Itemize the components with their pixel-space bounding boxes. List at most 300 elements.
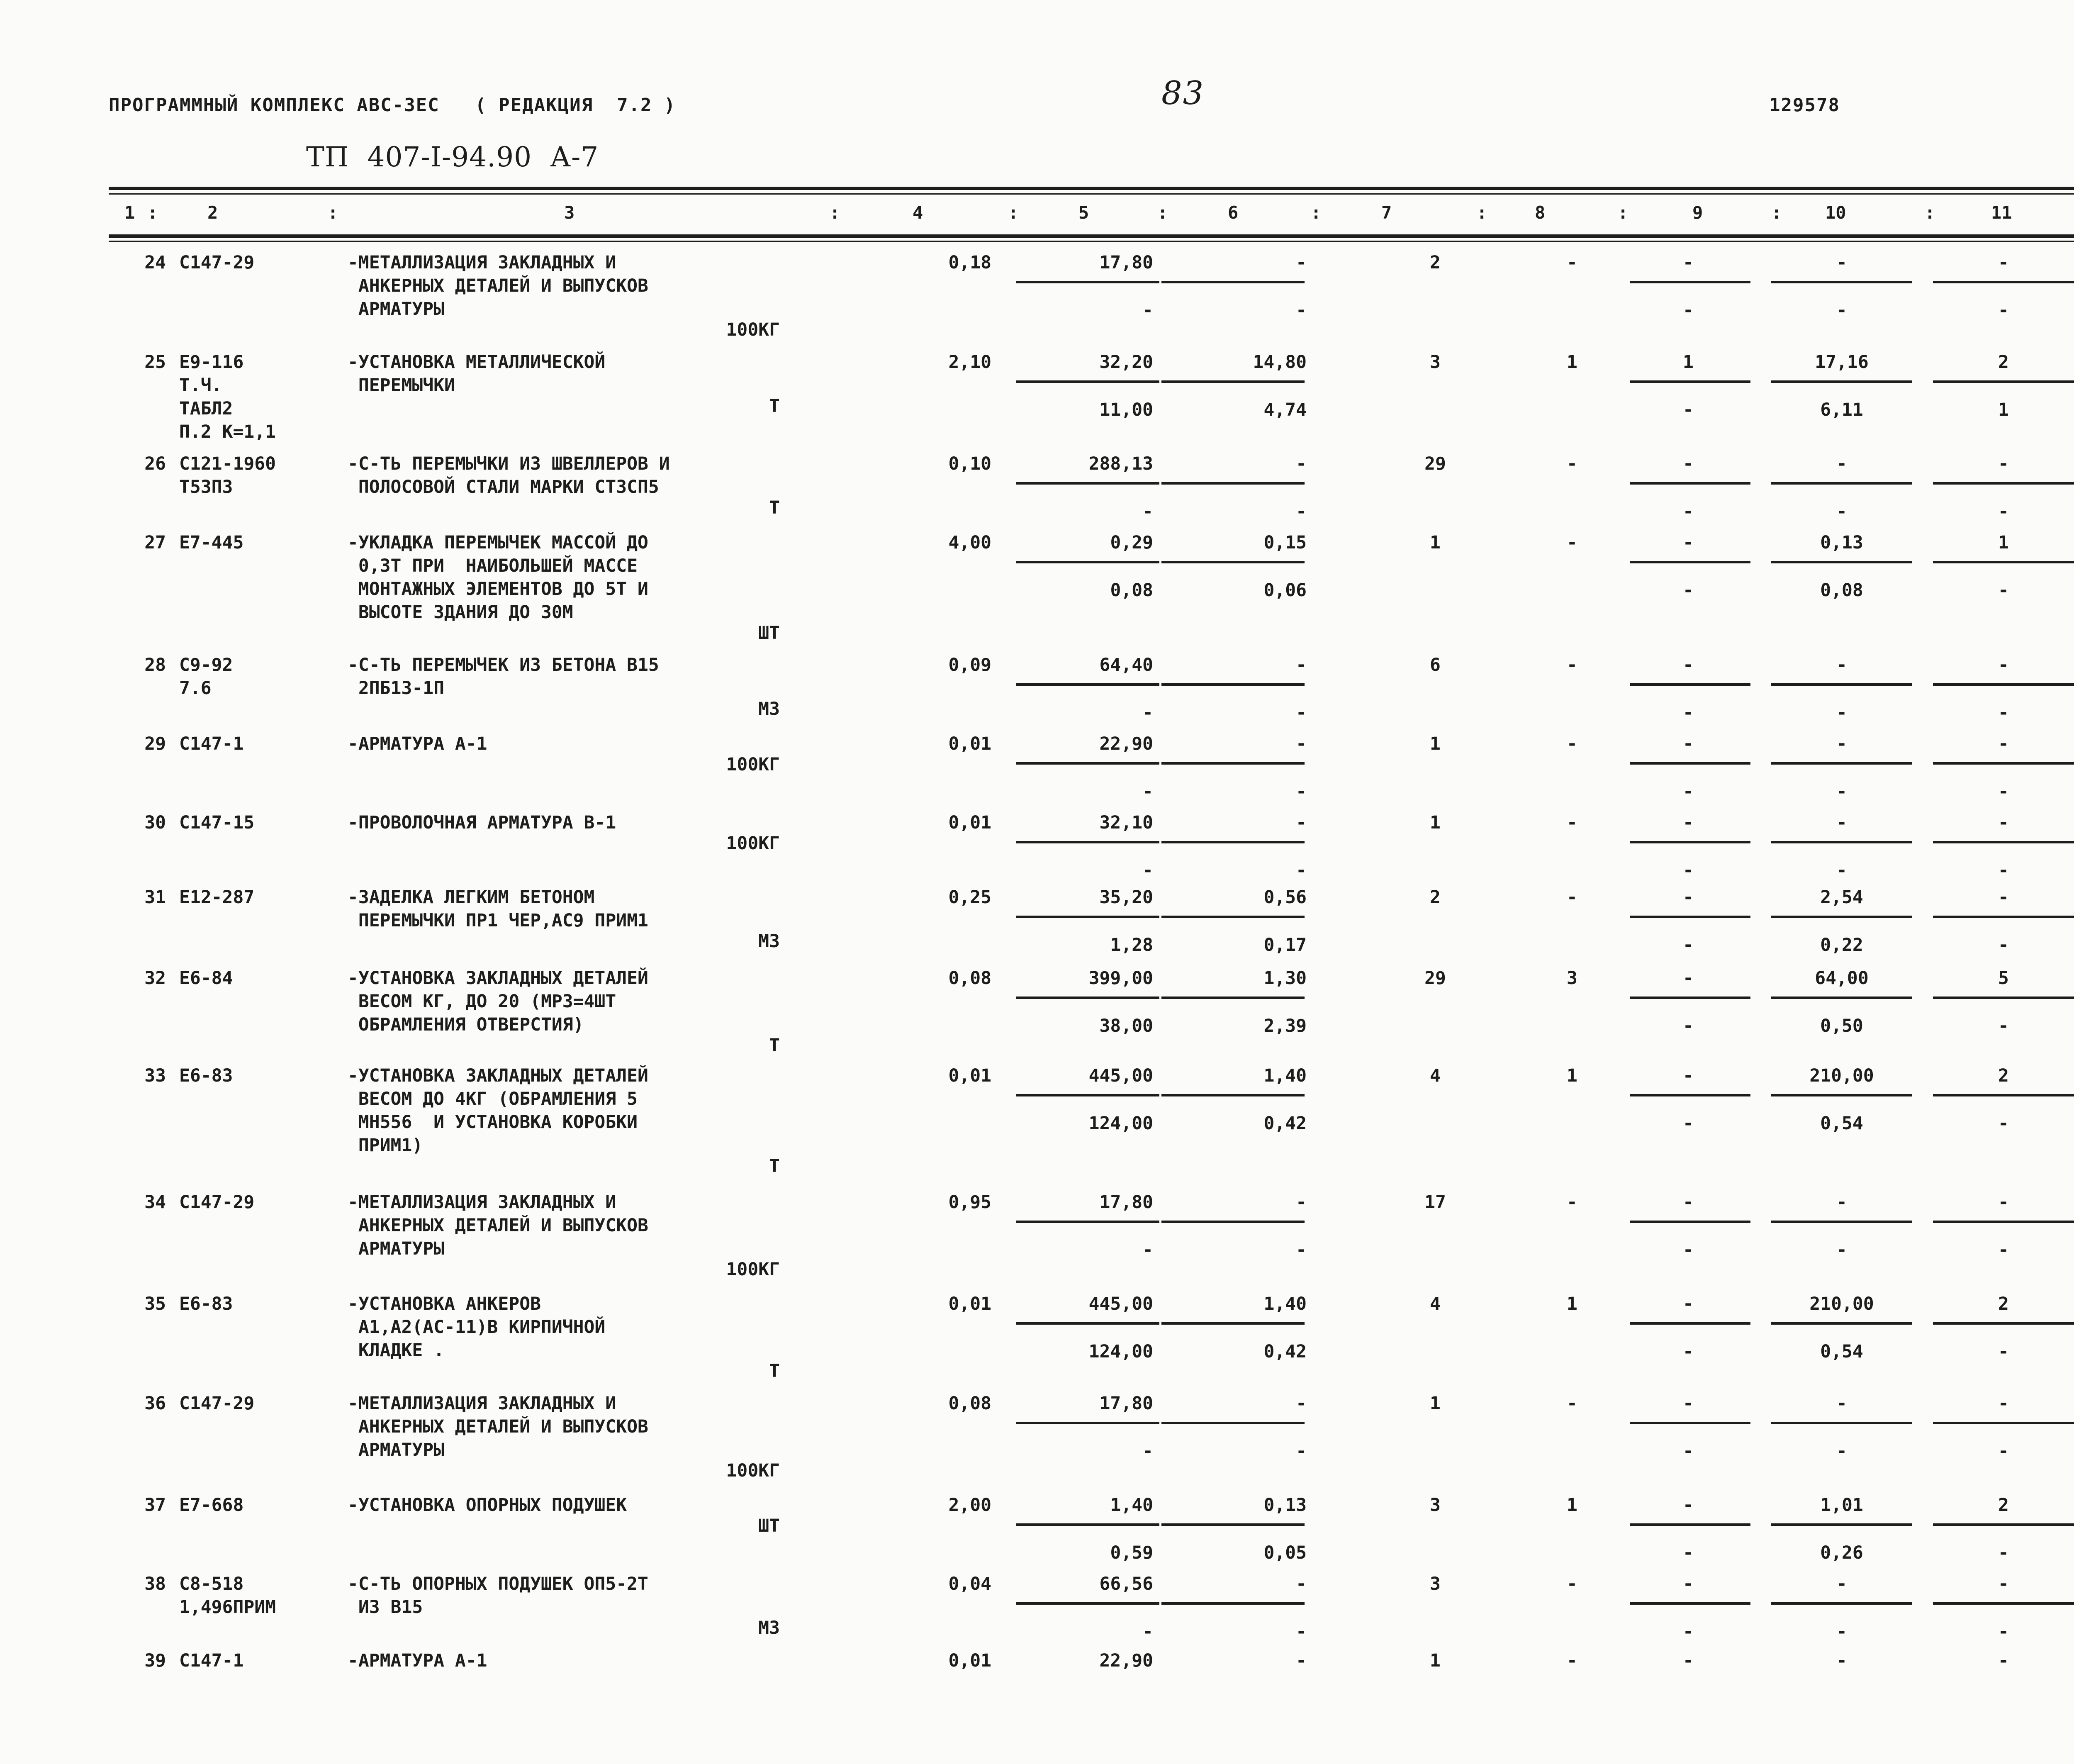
fraction-line	[1630, 281, 1750, 283]
cost-col5: 445,00	[1088, 1065, 1153, 1086]
fraction-line	[1630, 1094, 1750, 1096]
value-col11-lower: -	[1998, 1341, 2009, 1362]
cost-col5: 66,56	[1099, 1574, 1153, 1594]
value-col9-lower: -	[1683, 1441, 1694, 1462]
value-col10: -	[1836, 733, 1847, 754]
value-col10-lower: 0,50	[1820, 1016, 1863, 1036]
value-col10: 1,01	[1820, 1495, 1863, 1515]
value-col11: -	[1998, 733, 2009, 754]
unit-label: 100КГ	[726, 754, 780, 775]
fraction-line	[1161, 916, 1305, 918]
value-col8: -	[1567, 887, 1577, 908]
cost-col5: 32,10	[1099, 812, 1153, 833]
cost-col6: -	[1296, 1192, 1307, 1213]
rate-code: С147-1	[179, 1650, 244, 1671]
document-subtitle: ТП 407-І-94.90 А-7	[306, 141, 599, 173]
cost-col5-lower: 11,00	[1099, 400, 1153, 420]
fraction-line	[1771, 1322, 1912, 1325]
value-col9-lower: -	[1683, 781, 1694, 802]
column-header-6: 6	[1228, 202, 1239, 223]
fraction-line	[1630, 482, 1750, 485]
fraction-line	[1933, 1221, 2074, 1223]
fraction-line	[1161, 1094, 1305, 1096]
value-col11: 1	[1998, 532, 2009, 553]
cost-col6: -	[1296, 655, 1307, 675]
cost-col6-lower: 2,39	[1263, 1016, 1307, 1036]
row-number: 36	[144, 1393, 166, 1414]
cost-col5-lower: 124,00	[1088, 1341, 1153, 1362]
cost-col5: 64,40	[1099, 655, 1153, 675]
value-col11: -	[1998, 812, 2009, 833]
work-description: -МЕТАЛЛИЗАЦИЯ ЗАКЛАДНЫХ И АНКЕРНЫХ ДЕТАЛЕЙ И ВЫПУСКОВ АРМАТУРЫ	[348, 252, 648, 319]
work-description: -АРМАТУРА А-1	[348, 1650, 487, 1671]
unit-label: 100КГ	[726, 1460, 780, 1481]
fraction-line	[1161, 1602, 1305, 1605]
cost-col6: 0,56	[1263, 887, 1307, 908]
row-number: 34	[144, 1192, 166, 1213]
fraction-line	[1016, 281, 1159, 283]
work-description: -УСТАНОВКА МЕТАЛЛИЧЕСКОЙ ПЕРЕМЫЧКИ	[348, 352, 606, 396]
value-col7: 3	[1430, 1495, 1441, 1515]
rate-code: Е6-83	[179, 1294, 233, 1314]
value-col11-lower: -	[1998, 1621, 2009, 1642]
fraction-line	[1161, 482, 1305, 485]
value-col10: -	[1836, 1192, 1847, 1213]
column-separator: :	[1618, 202, 1629, 223]
cost-col6: 0,13	[1263, 1495, 1307, 1515]
quantity: 2,10	[948, 352, 991, 373]
fraction-line	[1016, 1094, 1159, 1096]
fraction-line	[1161, 1523, 1305, 1526]
value-col10: 2,54	[1820, 887, 1863, 908]
value-col11-lower: -	[1998, 1240, 2009, 1260]
fraction-line	[1630, 1523, 1750, 1526]
fraction-line	[1016, 1523, 1159, 1526]
value-col10: -	[1836, 1650, 1847, 1671]
value-col8: 3	[1567, 968, 1577, 989]
fraction-line	[1161, 281, 1305, 283]
column-header-10: 10	[1825, 202, 1846, 223]
fraction-line	[1016, 997, 1159, 999]
unit-label: М3	[758, 1618, 780, 1638]
quantity: 4,00	[948, 532, 991, 553]
top-rule	[109, 187, 2074, 190]
cost-col6: 1,40	[1263, 1294, 1307, 1314]
quantity: 0,08	[948, 1393, 991, 1414]
value-col10: -	[1836, 655, 1847, 675]
row-number: 24	[144, 252, 166, 273]
value-col11: -	[1998, 453, 2009, 474]
row-number: 27	[144, 532, 166, 553]
cost-col6: -	[1296, 1650, 1307, 1671]
cost-col5-lower: 124,00	[1088, 1113, 1153, 1134]
value-col9-lower: -	[1683, 1113, 1694, 1134]
row-number: 26	[144, 453, 166, 474]
unit-label: 100КГ	[726, 319, 780, 340]
unit-label: 100КГ	[726, 1259, 780, 1280]
cost-col6: -	[1296, 812, 1307, 833]
fraction-line	[1771, 281, 1912, 283]
fraction-line	[1016, 1221, 1159, 1223]
work-description: -МЕТАЛЛИЗАЦИЯ ЗАКЛАДНЫХ И АНКЕРНЫХ ДЕТАЛЕЙ И ВЫПУСКОВ АРМАТУРЫ	[348, 1192, 648, 1259]
value-col10-lower: -	[1836, 781, 1847, 802]
value-col11: 2	[1998, 1495, 2009, 1515]
value-col11-lower: 1	[1998, 400, 2009, 420]
fraction-line	[1933, 1422, 2074, 1424]
value-col9-lower: -	[1683, 935, 1694, 955]
fraction-line	[1933, 762, 2074, 765]
fraction-line	[1771, 683, 1912, 686]
rate-code: С147-1	[179, 733, 244, 754]
cost-col6-lower: -	[1296, 1441, 1307, 1462]
unit-label: Т	[769, 1361, 780, 1381]
value-col11-lower: -	[1998, 860, 2009, 881]
header-rule	[109, 234, 2074, 238]
rate-code: С147-29	[179, 1393, 255, 1414]
fraction-line	[1771, 1094, 1912, 1096]
value-col8: -	[1567, 812, 1577, 833]
value-col9: -	[1683, 1495, 1694, 1515]
value-col10: 64,00	[1815, 968, 1869, 989]
value-col10-lower: -	[1836, 860, 1847, 881]
work-description: -УСТАНОВКА АНКЕРОВ А1,А2(АС-11)В КИРПИЧНОЙ КЛАДКЕ .	[348, 1294, 606, 1361]
fraction-line	[1161, 1422, 1305, 1424]
cost-col6-lower: -	[1296, 1240, 1307, 1260]
column-header-4: 4	[913, 202, 923, 223]
value-col10: 17,16	[1815, 352, 1869, 373]
value-col9-lower: -	[1683, 580, 1694, 601]
value-col7: 17	[1424, 1192, 1446, 1213]
value-col7: 1	[1430, 812, 1441, 833]
cost-col6-lower: 0,06	[1263, 580, 1307, 601]
fraction-line	[1630, 1422, 1750, 1424]
fraction-line	[1161, 380, 1305, 383]
rate-code: С147-29	[179, 1192, 255, 1213]
value-col11: -	[1998, 1192, 2009, 1213]
value-col11: 2	[1998, 1294, 2009, 1314]
cost-col5: 35,20	[1099, 887, 1153, 908]
cost-col5: 32,20	[1099, 352, 1153, 373]
fraction-line	[1771, 482, 1912, 485]
cost-col6-lower: 0,42	[1263, 1113, 1307, 1134]
row-number: 31	[144, 887, 166, 908]
quantity: 0,09	[948, 655, 991, 675]
fraction-line	[1630, 1322, 1750, 1325]
value-col10: -	[1836, 1574, 1847, 1594]
column-separator: :	[1771, 202, 1782, 223]
fraction-line	[1161, 1221, 1305, 1223]
value-col9: -	[1683, 1650, 1694, 1671]
rate-code: Е12-287	[179, 887, 255, 908]
work-description: -С-ТЬ ПЕРЕМЫЧКИ ИЗ ШВЕЛЛЕРОВ И ПОЛОСОВОЙ СТАЛИ МАРКИ СТ3СП5	[348, 453, 670, 497]
value-col7: 1	[1430, 1650, 1441, 1671]
quantity: 0,10	[948, 453, 991, 474]
cost-col6: 14,80	[1253, 352, 1307, 373]
fraction-line	[1933, 1094, 2074, 1096]
rate-code: Е9-116 Т.Ч. ТАБЛ2 П.2 К=1,1	[179, 352, 276, 442]
fraction-line	[1630, 561, 1750, 563]
value-col8: -	[1567, 1574, 1577, 1594]
cost-col5: 288,13	[1088, 453, 1153, 474]
column-header-11: 11	[1991, 202, 2012, 223]
quantity: 0,18	[948, 252, 991, 273]
rate-code: Е7-668	[179, 1495, 244, 1515]
value-col9: -	[1683, 453, 1694, 474]
fraction-line	[1771, 762, 1912, 765]
cost-col5-lower: -	[1142, 1240, 1153, 1260]
fraction-line	[1933, 683, 2074, 686]
value-col8: 1	[1567, 1294, 1577, 1314]
cost-col5: 22,90	[1099, 1650, 1153, 1671]
value-col7: 3	[1430, 1574, 1441, 1594]
cost-col5-lower: -	[1142, 860, 1153, 881]
rate-code: С9-92 7.6	[179, 655, 233, 699]
column-separator: :	[147, 202, 158, 223]
value-col9-lower: -	[1683, 702, 1694, 723]
rate-code: С147-29	[179, 252, 255, 273]
cost-col6-lower: -	[1296, 501, 1307, 522]
value-col7: 2	[1430, 252, 1441, 273]
fraction-line	[1933, 281, 2074, 283]
value-col7: 29	[1424, 453, 1446, 474]
quantity: 0,01	[948, 1065, 991, 1086]
row-number: 37	[144, 1495, 166, 1515]
row-number: 30	[144, 812, 166, 833]
cost-col5: 399,00	[1088, 968, 1153, 989]
work-description: -УСТАНОВКА ОПОРНЫХ ПОДУШЕК	[348, 1495, 627, 1515]
work-description: -УСТАНОВКА ЗАКЛАДНЫХ ДЕТАЛЕЙ ВЕСОМ КГ, ДО 20 (МР3=4ШТ ОБРАМЛЕНИЯ ОТВЕРСТИЯ)	[348, 968, 648, 1035]
fraction-line	[1016, 762, 1159, 765]
fraction-line	[1771, 916, 1912, 918]
value-col8: -	[1567, 252, 1577, 273]
value-col11-lower: -	[1998, 1016, 2009, 1036]
fraction-line	[1630, 683, 1750, 686]
fraction-line	[1161, 841, 1305, 843]
work-description: -С-ТЬ ПЕРЕМЫЧЕК ИЗ БЕТОНА В15 2ПБ13-1П	[348, 655, 659, 699]
value-col7: 1	[1430, 1393, 1441, 1414]
value-col11: 2	[1998, 352, 2009, 373]
fraction-line	[1771, 561, 1912, 563]
fraction-line	[1161, 997, 1305, 999]
fraction-line	[1771, 1221, 1912, 1223]
value-col10-lower: -	[1836, 1441, 1847, 1462]
value-col11: -	[1998, 887, 2009, 908]
cost-col5-lower: 1,28	[1110, 935, 1153, 955]
value-col11-lower: -	[1998, 702, 2009, 723]
value-col7: 4	[1430, 1294, 1441, 1314]
row-number: 39	[144, 1650, 166, 1671]
cost-col5: 22,90	[1099, 733, 1153, 754]
value-col11-lower: -	[1998, 580, 2009, 601]
value-col7: 3	[1430, 352, 1441, 373]
work-description: -АРМАТУРА А-1	[348, 733, 487, 754]
rate-code: С121-1960 Т53П3	[179, 453, 276, 497]
cost-col5-lower: -	[1142, 1621, 1153, 1642]
unit-label: М3	[758, 931, 780, 952]
value-col10: -	[1836, 812, 1847, 833]
quantity: 0,01	[948, 812, 991, 833]
fraction-line	[1933, 482, 2074, 485]
fraction-line	[1016, 482, 1159, 485]
rate-code: С8-518 1,496ПРИМ	[179, 1574, 276, 1618]
value-col8: 1	[1567, 1065, 1577, 1086]
value-col10-lower: -	[1836, 702, 1847, 723]
value-col10-lower: 0,54	[1820, 1113, 1863, 1134]
rate-code: Е6-84	[179, 968, 233, 989]
column-header-8: 8	[1535, 202, 1546, 223]
document-number: 129578	[1769, 95, 1840, 116]
value-col7: 29	[1424, 968, 1446, 989]
cost-col5: 1,40	[1110, 1495, 1153, 1515]
fraction-line	[1016, 916, 1159, 918]
value-col9-lower: -	[1683, 1341, 1694, 1362]
column-header-2: 2	[207, 202, 218, 223]
cost-col6-lower: 0,05	[1263, 1542, 1307, 1563]
column-header-3: 3	[564, 202, 575, 223]
fraction-line	[1771, 1523, 1912, 1526]
unit-label: Т	[769, 1156, 780, 1177]
value-col7: 1	[1430, 733, 1441, 754]
value-col8: -	[1567, 532, 1577, 553]
fraction-line	[1771, 380, 1912, 383]
value-col11: -	[1998, 655, 2009, 675]
row-number: 25	[144, 352, 166, 373]
value-col9: -	[1683, 252, 1694, 273]
cost-col6-lower: -	[1296, 781, 1307, 802]
value-col7: 1	[1430, 532, 1441, 553]
value-col9-lower: -	[1683, 300, 1694, 321]
cost-col6: -	[1296, 1574, 1307, 1594]
page-number: 83	[1161, 75, 1205, 112]
value-col9: -	[1683, 1294, 1694, 1314]
value-col11-lower: -	[1998, 1441, 2009, 1462]
cost-col6-lower: 0,42	[1263, 1341, 1307, 1362]
cost-col6-lower: -	[1296, 860, 1307, 881]
fraction-line	[1771, 1422, 1912, 1424]
fraction-line	[1016, 841, 1159, 843]
work-description: -УСТАНОВКА ЗАКЛАДНЫХ ДЕТАЛЕЙ ВЕСОМ ДО 4КГ (ОБРАМЛЕНИЯ 5 МН556 И УСТАНОВКА КОРОБКИ ПРИМ1)	[348, 1065, 648, 1156]
cost-col5-lower: 0,08	[1110, 580, 1153, 601]
value-col10: -	[1836, 1393, 1847, 1414]
unit-label: Т	[769, 396, 780, 417]
cost-col6: 1,30	[1263, 968, 1307, 989]
fraction-line	[1771, 997, 1912, 999]
fraction-line	[1933, 561, 2074, 563]
fraction-line	[1630, 1221, 1750, 1223]
value-col11: 2	[1998, 1065, 2009, 1086]
unit-label: Т	[769, 497, 780, 518]
fraction-line	[1016, 1322, 1159, 1325]
value-col7: 4	[1430, 1065, 1441, 1086]
fraction-line	[1771, 841, 1912, 843]
fraction-line	[1161, 762, 1305, 765]
program-header: ПРОГРАММНЫЙ КОМПЛЕКС АВС-3ЕС ( РЕДАКЦИЯ 7.2 )	[109, 95, 676, 116]
cost-col6: -	[1296, 252, 1307, 273]
fraction-line	[1630, 762, 1750, 765]
fraction-line	[1933, 1602, 2074, 1605]
value-col9: -	[1683, 968, 1694, 989]
work-description: -ПРОВОЛОЧНАЯ АРМАТУРА В-1	[348, 812, 616, 833]
value-col11-lower: -	[1998, 300, 2009, 321]
value-col11: -	[1998, 1574, 2009, 1594]
quantity: 0,95	[948, 1192, 991, 1213]
value-col8: -	[1567, 733, 1577, 754]
column-separator: :	[830, 202, 840, 223]
header-rule-thin	[109, 241, 2074, 242]
value-col9: -	[1683, 532, 1694, 553]
rate-code: С147-15	[179, 812, 255, 833]
row-number: 33	[144, 1065, 166, 1086]
value-col10: 210,00	[1809, 1065, 1874, 1086]
unit-label: ШТ	[758, 623, 780, 643]
value-col11: -	[1998, 1650, 2009, 1671]
unit-label: ШТ	[758, 1515, 780, 1536]
cost-col6-lower: -	[1296, 300, 1307, 321]
column-separator: :	[1477, 202, 1487, 223]
value-col11-lower: -	[1998, 501, 2009, 522]
cost-col5-lower: -	[1142, 300, 1153, 321]
column-separator: :	[1157, 202, 1168, 223]
value-col9-lower: -	[1683, 400, 1694, 420]
value-col8: -	[1567, 1393, 1577, 1414]
fraction-line	[1630, 380, 1750, 383]
cost-col5-lower: -	[1142, 1441, 1153, 1462]
row-number: 38	[144, 1574, 166, 1594]
value-col9: -	[1683, 1574, 1694, 1594]
fraction-line	[1630, 916, 1750, 918]
value-col10-lower: 0,22	[1820, 935, 1863, 955]
work-description: -С-ТЬ ОПОРНЫХ ПОДУШЕК ОП5-2Т ИЗ В15	[348, 1574, 648, 1618]
value-col9: -	[1683, 733, 1694, 754]
value-col9-lower: -	[1683, 1240, 1694, 1260]
unit-label: М3	[758, 699, 780, 719]
value-col8: -	[1567, 1192, 1577, 1213]
value-col9-lower: -	[1683, 501, 1694, 522]
top-rule-thin	[109, 193, 2074, 195]
value-col11-lower: -	[1998, 781, 2009, 802]
value-col10-lower: 0,26	[1820, 1542, 1863, 1563]
cost-col5: 17,80	[1099, 1192, 1153, 1213]
cost-col5: 17,80	[1099, 1393, 1153, 1414]
cost-col6-lower: -	[1296, 1621, 1307, 1642]
fraction-line	[1161, 1322, 1305, 1325]
value-col8: 1	[1567, 1495, 1577, 1515]
cost-col6-lower: 4,74	[1263, 400, 1307, 420]
value-col10-lower: 0,54	[1820, 1341, 1863, 1362]
row-number: 32	[144, 968, 166, 989]
column-header-9: 9	[1692, 202, 1703, 223]
fraction-line	[1933, 1523, 2074, 1526]
quantity: 0,04	[948, 1574, 991, 1594]
column-header-1: 1	[124, 202, 135, 223]
value-col9-lower: -	[1683, 1621, 1694, 1642]
fraction-line	[1016, 1602, 1159, 1605]
quantity: 0,01	[948, 733, 991, 754]
row-number: 29	[144, 733, 166, 754]
fraction-line	[1933, 1322, 2074, 1325]
value-col9: -	[1683, 655, 1694, 675]
row-number: 35	[144, 1294, 166, 1314]
cost-col5-lower: -	[1142, 501, 1153, 522]
cost-col5-lower: 0,59	[1110, 1542, 1153, 1563]
value-col10: 210,00	[1809, 1294, 1874, 1314]
cost-col5-lower: 38,00	[1099, 1016, 1153, 1036]
column-header-5: 5	[1078, 202, 1089, 223]
quantity: 0,01	[948, 1294, 991, 1314]
cost-col5-lower: -	[1142, 781, 1153, 802]
value-col10: -	[1836, 453, 1847, 474]
cost-col6: -	[1296, 733, 1307, 754]
